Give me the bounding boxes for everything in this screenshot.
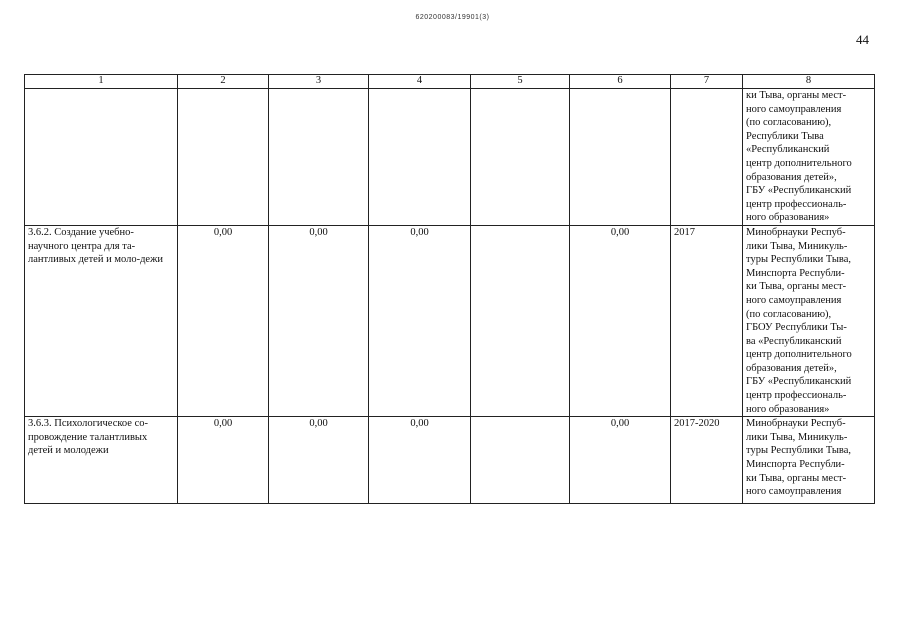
funding-cell xyxy=(178,89,269,226)
executor-line: центр дополнительного xyxy=(746,349,852,361)
funding-cell: 0,00 xyxy=(269,225,369,416)
executor-line: центр дополнительного xyxy=(746,157,852,169)
document-stamp: 620200083/19901(3) xyxy=(415,14,490,21)
executor-line: ного образования» xyxy=(746,212,830,224)
funding-cell: 0,00 xyxy=(570,225,671,416)
funding-cell: 0,00 xyxy=(369,225,471,416)
funding-cell xyxy=(471,417,570,504)
period-cell: 2017 xyxy=(671,225,743,416)
executors-cell xyxy=(743,417,875,504)
funding-cell: 0,00 xyxy=(269,417,369,504)
executor-line: Минспорта Республи- xyxy=(746,267,845,279)
funding-cell xyxy=(471,225,570,416)
column-header: 8 xyxy=(743,75,875,89)
funding-cell: 0,00 xyxy=(178,225,269,416)
period-cell: 2017-2020 xyxy=(671,417,743,504)
executors-cell xyxy=(743,225,875,416)
period-cell xyxy=(671,89,743,226)
executor-line: ки Тыва, органы мест- xyxy=(746,281,847,293)
executor-line: ГБОУ Республики Ты- xyxy=(746,322,847,334)
funding-cell xyxy=(369,89,471,226)
funding-cell: 0,00 xyxy=(178,417,269,504)
page-number: 44 xyxy=(856,32,869,47)
executor-line: ного самоуправления xyxy=(746,294,842,306)
executor-line: ного образования» xyxy=(746,403,830,415)
executor-line: ва «Республиканский xyxy=(746,335,842,347)
executor-line: образования детей», xyxy=(746,362,837,374)
table-row xyxy=(25,417,875,504)
executor-line: ного самоуправления xyxy=(746,486,842,498)
executor-line: туры Республики Тыва, xyxy=(746,254,851,266)
measures-table xyxy=(24,74,875,504)
column-header: 7 xyxy=(671,75,743,89)
column-header: 2 xyxy=(178,75,269,89)
executor-line: ГБУ «Республиканский xyxy=(746,185,852,197)
executor-line: «Республиканский xyxy=(746,144,830,156)
funding-cell xyxy=(471,89,570,226)
measure-name: 3.6.2. Создание учебно-научного центра для та-лантливых детей и моло-дежи xyxy=(25,225,178,416)
executor-line: ки Тыва, органы мест- xyxy=(746,472,847,484)
executor-line: Минобрнауки Респуб- xyxy=(746,226,846,238)
funding-cell xyxy=(269,89,369,226)
column-header: 3 xyxy=(269,75,369,89)
executor-line: лики Тыва, Миникуль- xyxy=(746,240,848,252)
column-number-row xyxy=(25,75,875,89)
executors-cell xyxy=(743,89,875,226)
measure-name: 3.6.3. Психологическое со-провождение талантливых детей и молодежи xyxy=(25,417,178,504)
table-row xyxy=(25,225,875,416)
executor-line: Минспорта Республи- xyxy=(746,459,845,471)
executor-line: лики Тыва, Миникуль- xyxy=(746,431,848,443)
measure-name xyxy=(25,89,178,226)
executor-line: (по согласованию), xyxy=(746,308,832,320)
column-header: 4 xyxy=(369,75,471,89)
executor-line: ГБУ «Республиканский xyxy=(746,376,852,388)
column-header: 1 xyxy=(25,75,178,89)
executor-line: ного самоуправления xyxy=(746,103,842,115)
executor-line: образования детей», xyxy=(746,171,837,183)
executor-line: Республики Тыва xyxy=(746,130,824,142)
executor-line: туры Республики Тыва, xyxy=(746,445,851,457)
executor-line: ки Тыва, органы мест- xyxy=(746,90,847,101)
executor-line: центр профессиональ- xyxy=(746,390,847,402)
executor-line: Минобрнауки Респуб- xyxy=(746,418,846,430)
funding-cell: 0,00 xyxy=(369,417,471,504)
column-header: 6 xyxy=(570,75,671,89)
funding-cell: 0,00 xyxy=(570,417,671,504)
executor-line: центр профессиональ- xyxy=(746,198,847,210)
column-header: 5 xyxy=(471,75,570,89)
executor-line: (по согласованию), xyxy=(746,117,832,129)
funding-cell xyxy=(570,89,671,226)
table-row xyxy=(25,89,875,226)
